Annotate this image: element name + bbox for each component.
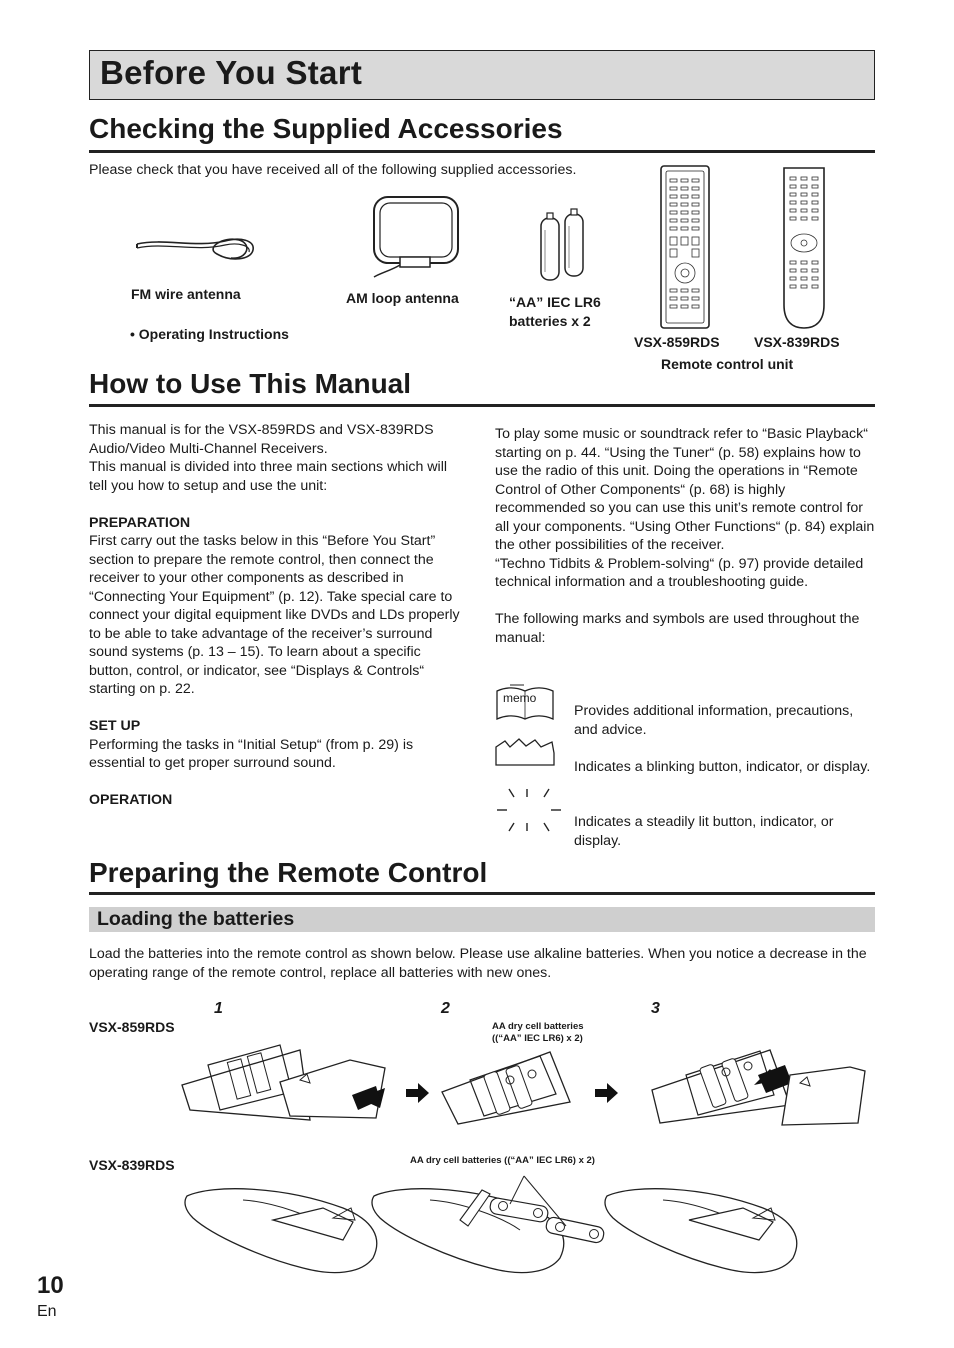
blinking-icon <box>493 737 559 769</box>
manual-right-p3: The following marks and symbols are used throughout the manual: <box>495 611 860 646</box>
manual-intro-2: This manual is divided into three main sections which will tell you how to setup and use the unit: <box>89 459 447 494</box>
arrow-right-icon <box>593 1082 619 1104</box>
remote-839-image <box>780 165 828 330</box>
manual-right-p1: To play some music or soundtrack refer to “Basic Playback“ starting on p. 44. “Using the Tuner“ (p. 58) explains how to use the radio of this unit. Doing the operations in “Remote Control of Other Components“ (p. 68) is highly recommended so you can use this unit’s remote control for all your components. “Using Other Functions“ (p. 84) explain the other possibilities of the receiver. <box>495 426 875 553</box>
model-839-label: VSX-839RDS <box>89 1157 175 1173</box>
section-rule <box>89 150 875 153</box>
setup-heading: SET UP <box>89 718 141 734</box>
step2-839-image <box>370 1178 620 1278</box>
step-2-number: 2 <box>441 1000 450 1017</box>
am-antenna-label: AM loop antenna <box>346 290 459 306</box>
remote-unit-label: Remote control unit <box>661 356 794 372</box>
batteries-label-line2: batteries x 2 <box>509 313 591 329</box>
loading-batteries-bar <box>89 907 875 932</box>
section-rule <box>89 404 875 407</box>
batteries-label-line1: “AA” IEC LR6 <box>509 294 601 310</box>
page-title: Before You Start <box>100 54 363 91</box>
battery-note-839: AA dry cell batteries ((“AA” IEC LR6) x 2) <box>410 1155 595 1166</box>
step2-859-image <box>440 1042 590 1127</box>
fm-antenna-label: FM wire antenna <box>131 286 241 302</box>
page-banner <box>89 50 875 100</box>
steady-lit-icon <box>495 787 563 835</box>
step3-859-image <box>650 1035 868 1130</box>
remote-839-label: VSX-839RDS <box>754 334 840 350</box>
step-1-number: 1 <box>214 1000 223 1017</box>
preparation-body: First carry out the tasks below in this “Before You Start” section to prepare the remote control, then connect the receiver to your other components as described in “Connecting Your Equipment” (p. 12). Take special care to connect your digital equipment like DVDs and LDs properly to be able to take advantage of the receiver’s surround sound systems (p. 13 – 15). To learn about a specific button, control, or indicator, see “Displays & Controls“ starting on p. 22. <box>89 533 460 697</box>
manual-heading: How to Use This Manual <box>89 368 412 399</box>
accessories-heading: Checking the Supplied Accessories <box>89 113 563 144</box>
remote-heading: Preparing the Remote Control <box>89 857 488 888</box>
step1-839-image <box>183 1178 383 1278</box>
step1-859-image <box>180 1030 390 1125</box>
memo-label: memo <box>503 691 537 705</box>
step3-839-image <box>603 1178 808 1278</box>
manual-right-column <box>495 425 877 647</box>
accessories-intro: Please check that you have received all of the following supplied accessories. <box>89 162 577 178</box>
section-rule <box>89 892 875 895</box>
remote-859-label: VSX-859RDS <box>634 334 720 350</box>
remote-intro: Load the batteries into the remote control as shown below. Please use alkaline batteries. When you notice a decrease in the operating range of the remote control, replace all batteries with new ones. <box>89 946 867 981</box>
mark-steady-text: Indicates a steadily lit button, indicator, or display. <box>574 814 834 849</box>
step-3-number: 3 <box>651 1000 660 1017</box>
model-859-label: VSX-859RDS <box>89 1019 175 1035</box>
preparation-heading: PREPARATION <box>89 514 191 531</box>
operation-heading: OPERATION <box>89 792 173 808</box>
page-number: 10 <box>37 1272 64 1299</box>
batteries-image <box>538 208 590 284</box>
fm-antenna-image <box>135 232 260 266</box>
arrow-right-icon <box>404 1082 430 1104</box>
setup-body: Performing the tasks in “Initial Setup“ (from p. 29) is essential to get proper surround sound. <box>89 736 414 771</box>
instructions-label: • Operating Instructions <box>130 326 289 342</box>
battery-note-859-line1: AA dry cell batteries <box>492 1021 584 1032</box>
loading-batteries-heading: Loading the batteries <box>97 908 295 930</box>
mark-memo-text: Provides additional information, precautions, and advice. <box>574 703 854 738</box>
mark-blinking-text: Indicates a blinking button, indicator, or display. <box>574 759 871 775</box>
manual-right-p2: “Techno Tidbits & Problem-solving“ (p. 97) provide detailed technical information and a troubleshooting guide. <box>495 555 864 590</box>
remote-859-image <box>660 165 710 330</box>
battery-note-859-line2: ((“AA” IEC LR6) x 2) <box>492 1033 583 1044</box>
language-code: En <box>37 1303 57 1320</box>
manual-left-column <box>89 421 467 810</box>
manual-intro-1: This manual is for the VSX-859RDS and VSX-839RDS Audio/Video Multi-Channel Receivers. <box>89 422 434 457</box>
am-antenna-image <box>370 195 462 280</box>
